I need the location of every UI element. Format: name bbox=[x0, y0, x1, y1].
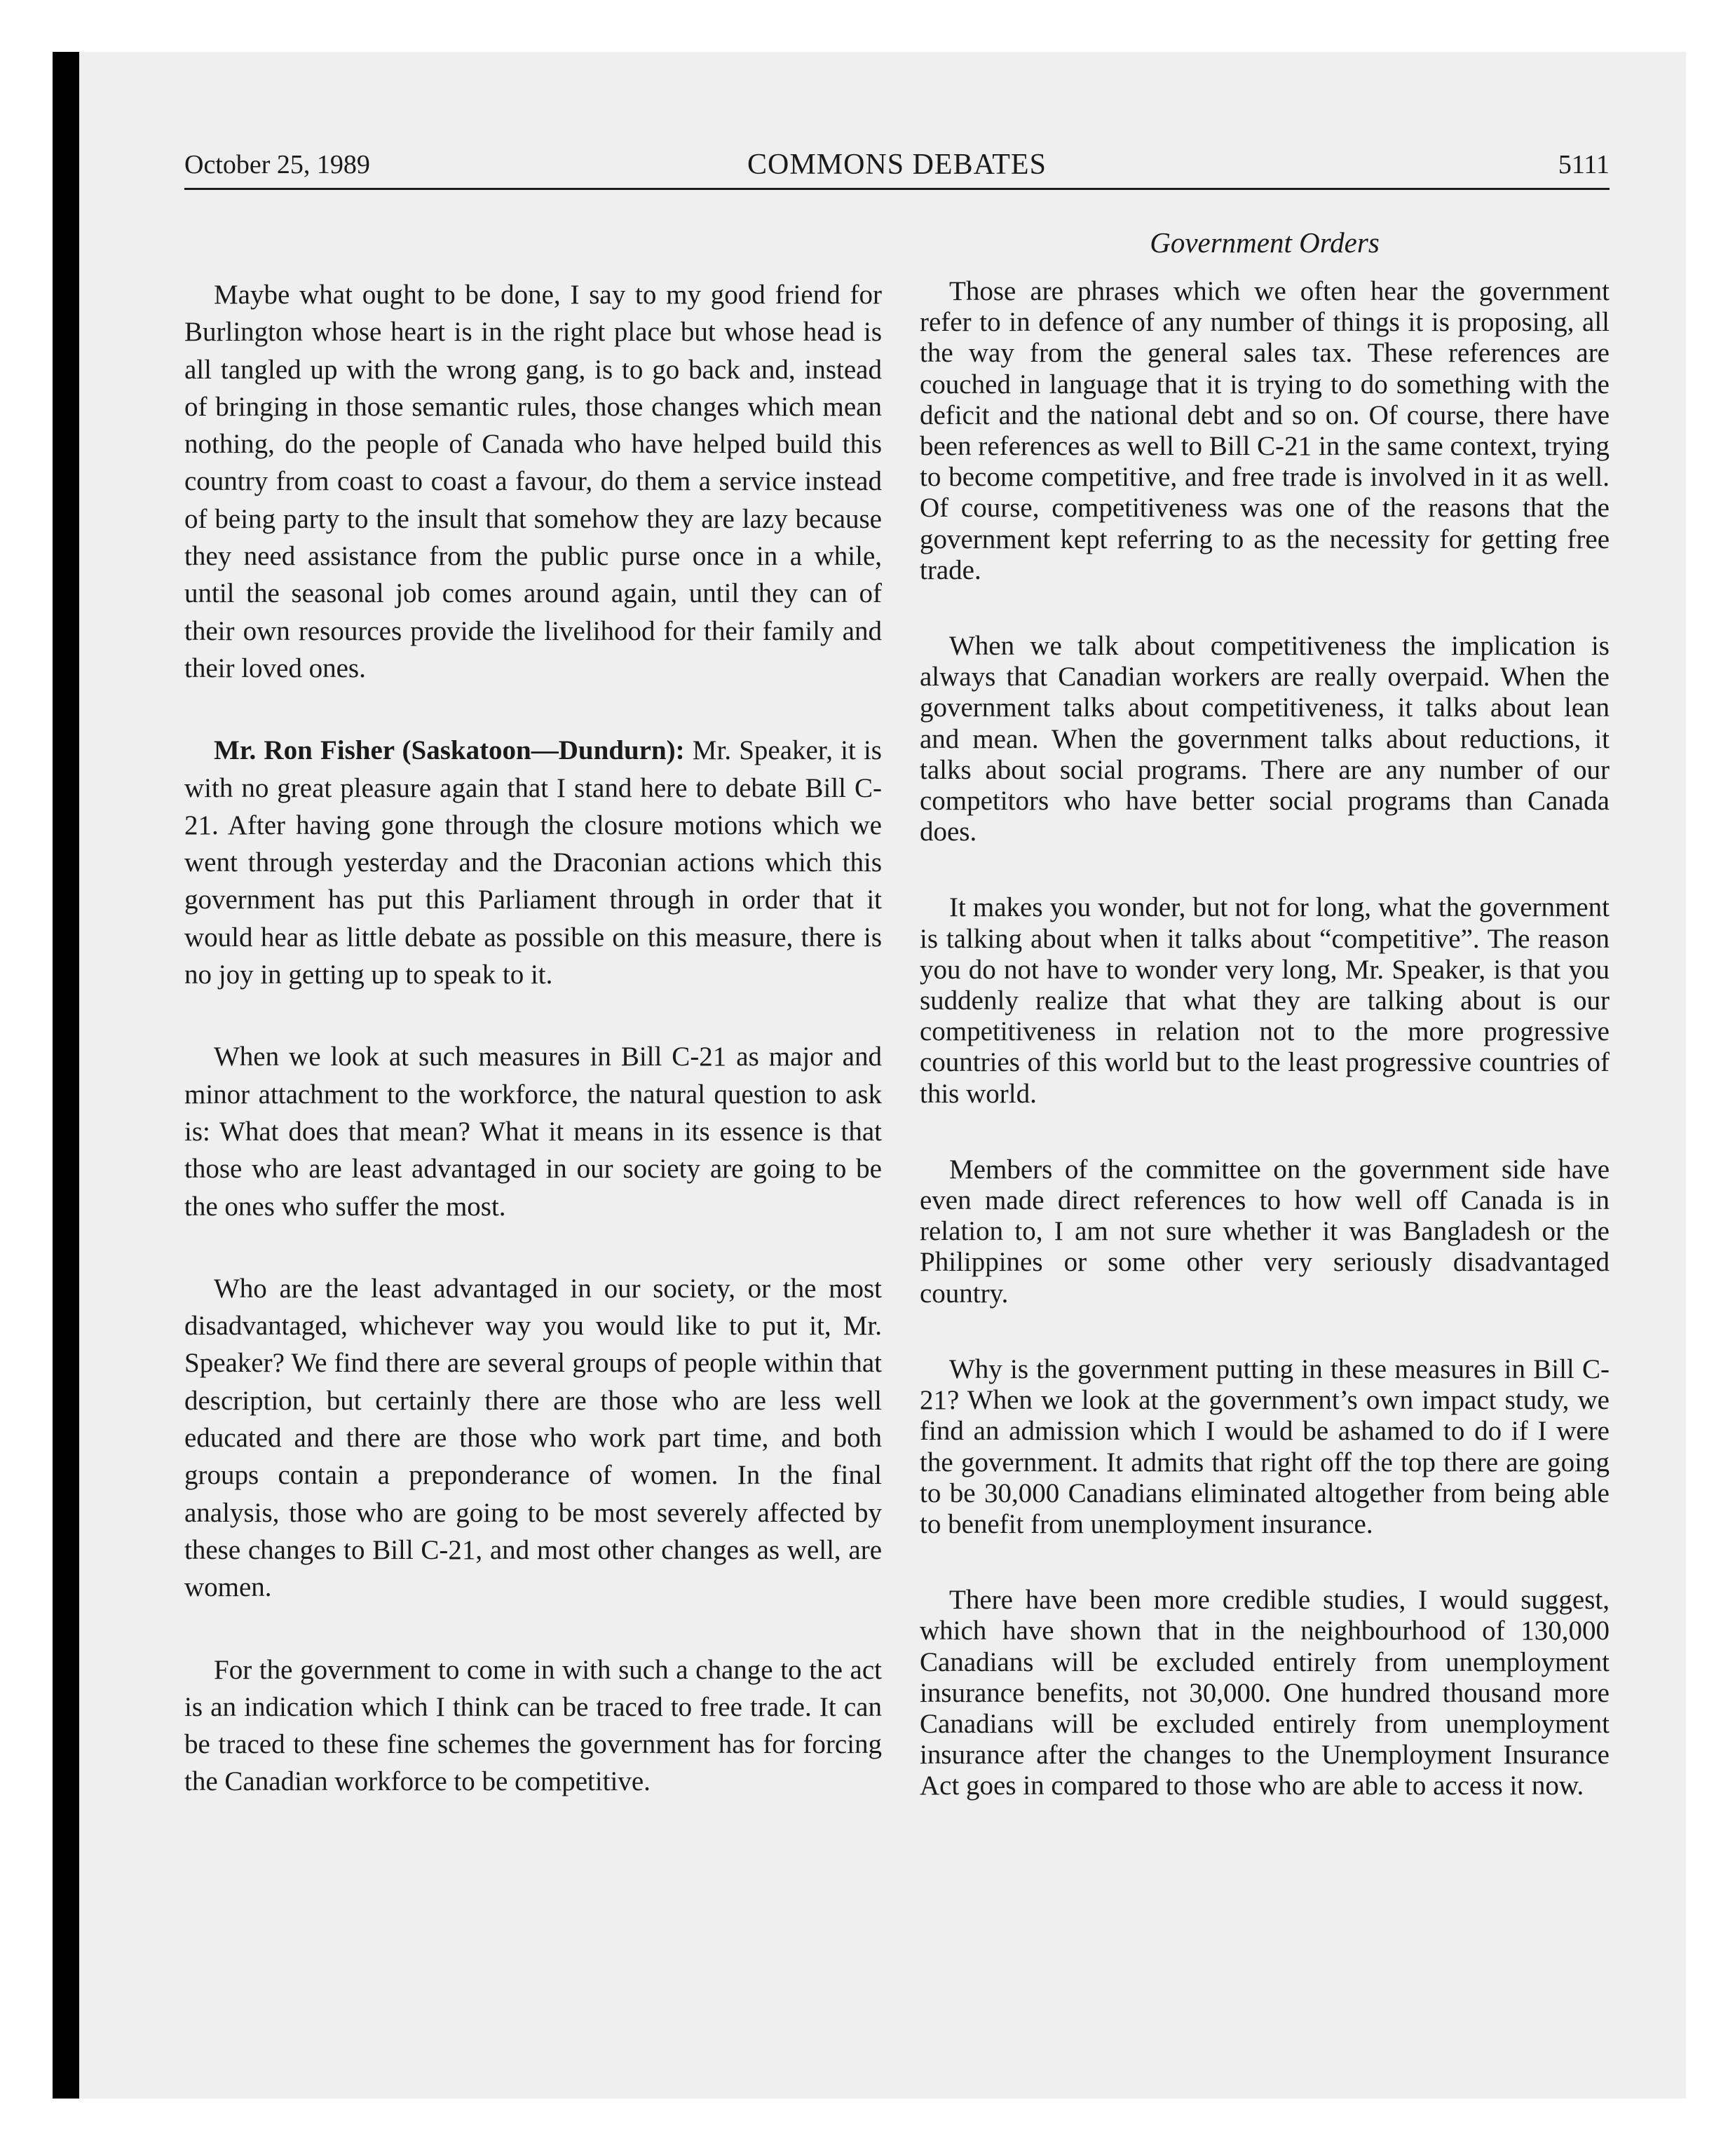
paragraph: Why is the government putting in these measures in Bill C-21? When we look at the government’s own impact study, we find an admission which I would be ashamed to do if I were the government. It admits that right off the top there are going to be 30,000 Canadians eliminated altogether from being able to benefit from unemployment insurance. bbox=[920, 1353, 1610, 1539]
paragraph-text: Mr. Speaker, it is with no great pleasure again that I stand here to debate Bill C-21. After having gone through the closure motions which we went through yesterday and the Draconian actions which this government has put this Parliament through in order that it would hear as little debate as possible on this measure, there is no joy in getting up to speak to it. bbox=[184, 735, 882, 990]
header-rule bbox=[184, 188, 1610, 190]
paragraph: Who are the least advantaged in our society, or the most disadvantaged, whichever way you would like to put it, Mr. Speaker? We find there are several groups of people within that description, but certainly there are those who are less well educated and there are those who work part time, and both groups contain a preponderance of women. In the final analysis, those who are going to be most severely affected by these changes to Bill C-21, and most other changes as well, are women. bbox=[184, 1273, 882, 1603]
paragraph: Maybe what ought to be done, I say to my good friend for Burlington whose heart is in the right place but whose head is all tangled up with the wrong gang, is to go back and, instead of bringing in those semantic rules, those changes which mean nothing, do the people of Canada who have helped build this country from coast to coast a favour, do them a service instead of being party to the insult that somehow they are lazy because they need assistance from the public purse once in a while, until the seasonal job comes around again, until they can of their own resources provide the livelihood for their family and their loved ones. bbox=[184, 280, 882, 683]
header-title: COMMONS DEBATES bbox=[747, 149, 1047, 181]
running-header bbox=[184, 144, 1610, 186]
section-title: Government Orders bbox=[1150, 226, 1380, 259]
paragraph: When we talk about competitiveness the implication is always that Canadian workers are really overpaid. When the government talks about competitiveness, it talks about lean and mean. When the government talks about reductions, it talks about social programs. There are any number of our competitors who have better social programs than Canada does. bbox=[920, 631, 1610, 847]
binding-edge bbox=[53, 52, 79, 2099]
header-date: October 25, 1989 bbox=[184, 150, 370, 179]
paragraph: Members of the committee on the government side have even made direct references to how well off Canada is in relation to, I am not sure whether it was Bangladesh or the Philippines or some other very seriously disadvantaged country. bbox=[920, 1154, 1610, 1309]
right-column bbox=[920, 276, 1610, 1802]
paragraph: It makes you wonder, but not for long, what the government is talking about when it talks about “competitive”. The reason you do not have to wonder very long, Mr. Speaker, is that you suddenly realize that what they are talking about is our competitiveness in relation not to the more progressive countries of this world but to the least progressive countries of this world. bbox=[920, 892, 1610, 1109]
speaker-name: Mr. Ron Fisher (Saskatoon—Dundurn): bbox=[214, 735, 685, 766]
paragraph-speaker-intro bbox=[184, 732, 882, 993]
paragraph: There have been more credible studies, I would suggest, which have shown that in the neighbourhood of 130,000 Canadians will be excluded entirely from unemployment insurance benefits, not 30,000. One hundred thousand more Canadians will be excluded entirely from unemployment insurance after the changes to the Unemployment Insurance Act goes in compared to those who are able to access it now. bbox=[920, 1585, 1610, 1801]
paragraph: When we look at such measures in Bill C-21 as major and minor attachment to the workforce, the natural question to ask is: What does that mean? What it means in its essence is that those who are least advantaged in our society are going to be the ones who suffer the most. bbox=[184, 1042, 882, 1222]
header-page-number: 5111 bbox=[1558, 150, 1610, 179]
paragraph: For the government to come in with such a change to the act is an indication which I think can be traced to free trade. It can be traced to these fine schemes the government has for forcing the Canadian workforce to be competitive. bbox=[184, 1654, 882, 1797]
left-column bbox=[184, 276, 882, 1801]
paragraph: Those are phrases which we often hear the government refer to in defence of any number of things it is proposing, all the way from the general sales tax. These references are couched in language that it is trying to do something with the deficit and the national debt and so on. Of course, there have been references as well to Bill C-21 in the same context, trying to become competitive, and free trade is involved in it as well. Of course, competitiveness was one of the reasons that the government kept referring to as the necessity for getting free trade. bbox=[920, 276, 1610, 585]
